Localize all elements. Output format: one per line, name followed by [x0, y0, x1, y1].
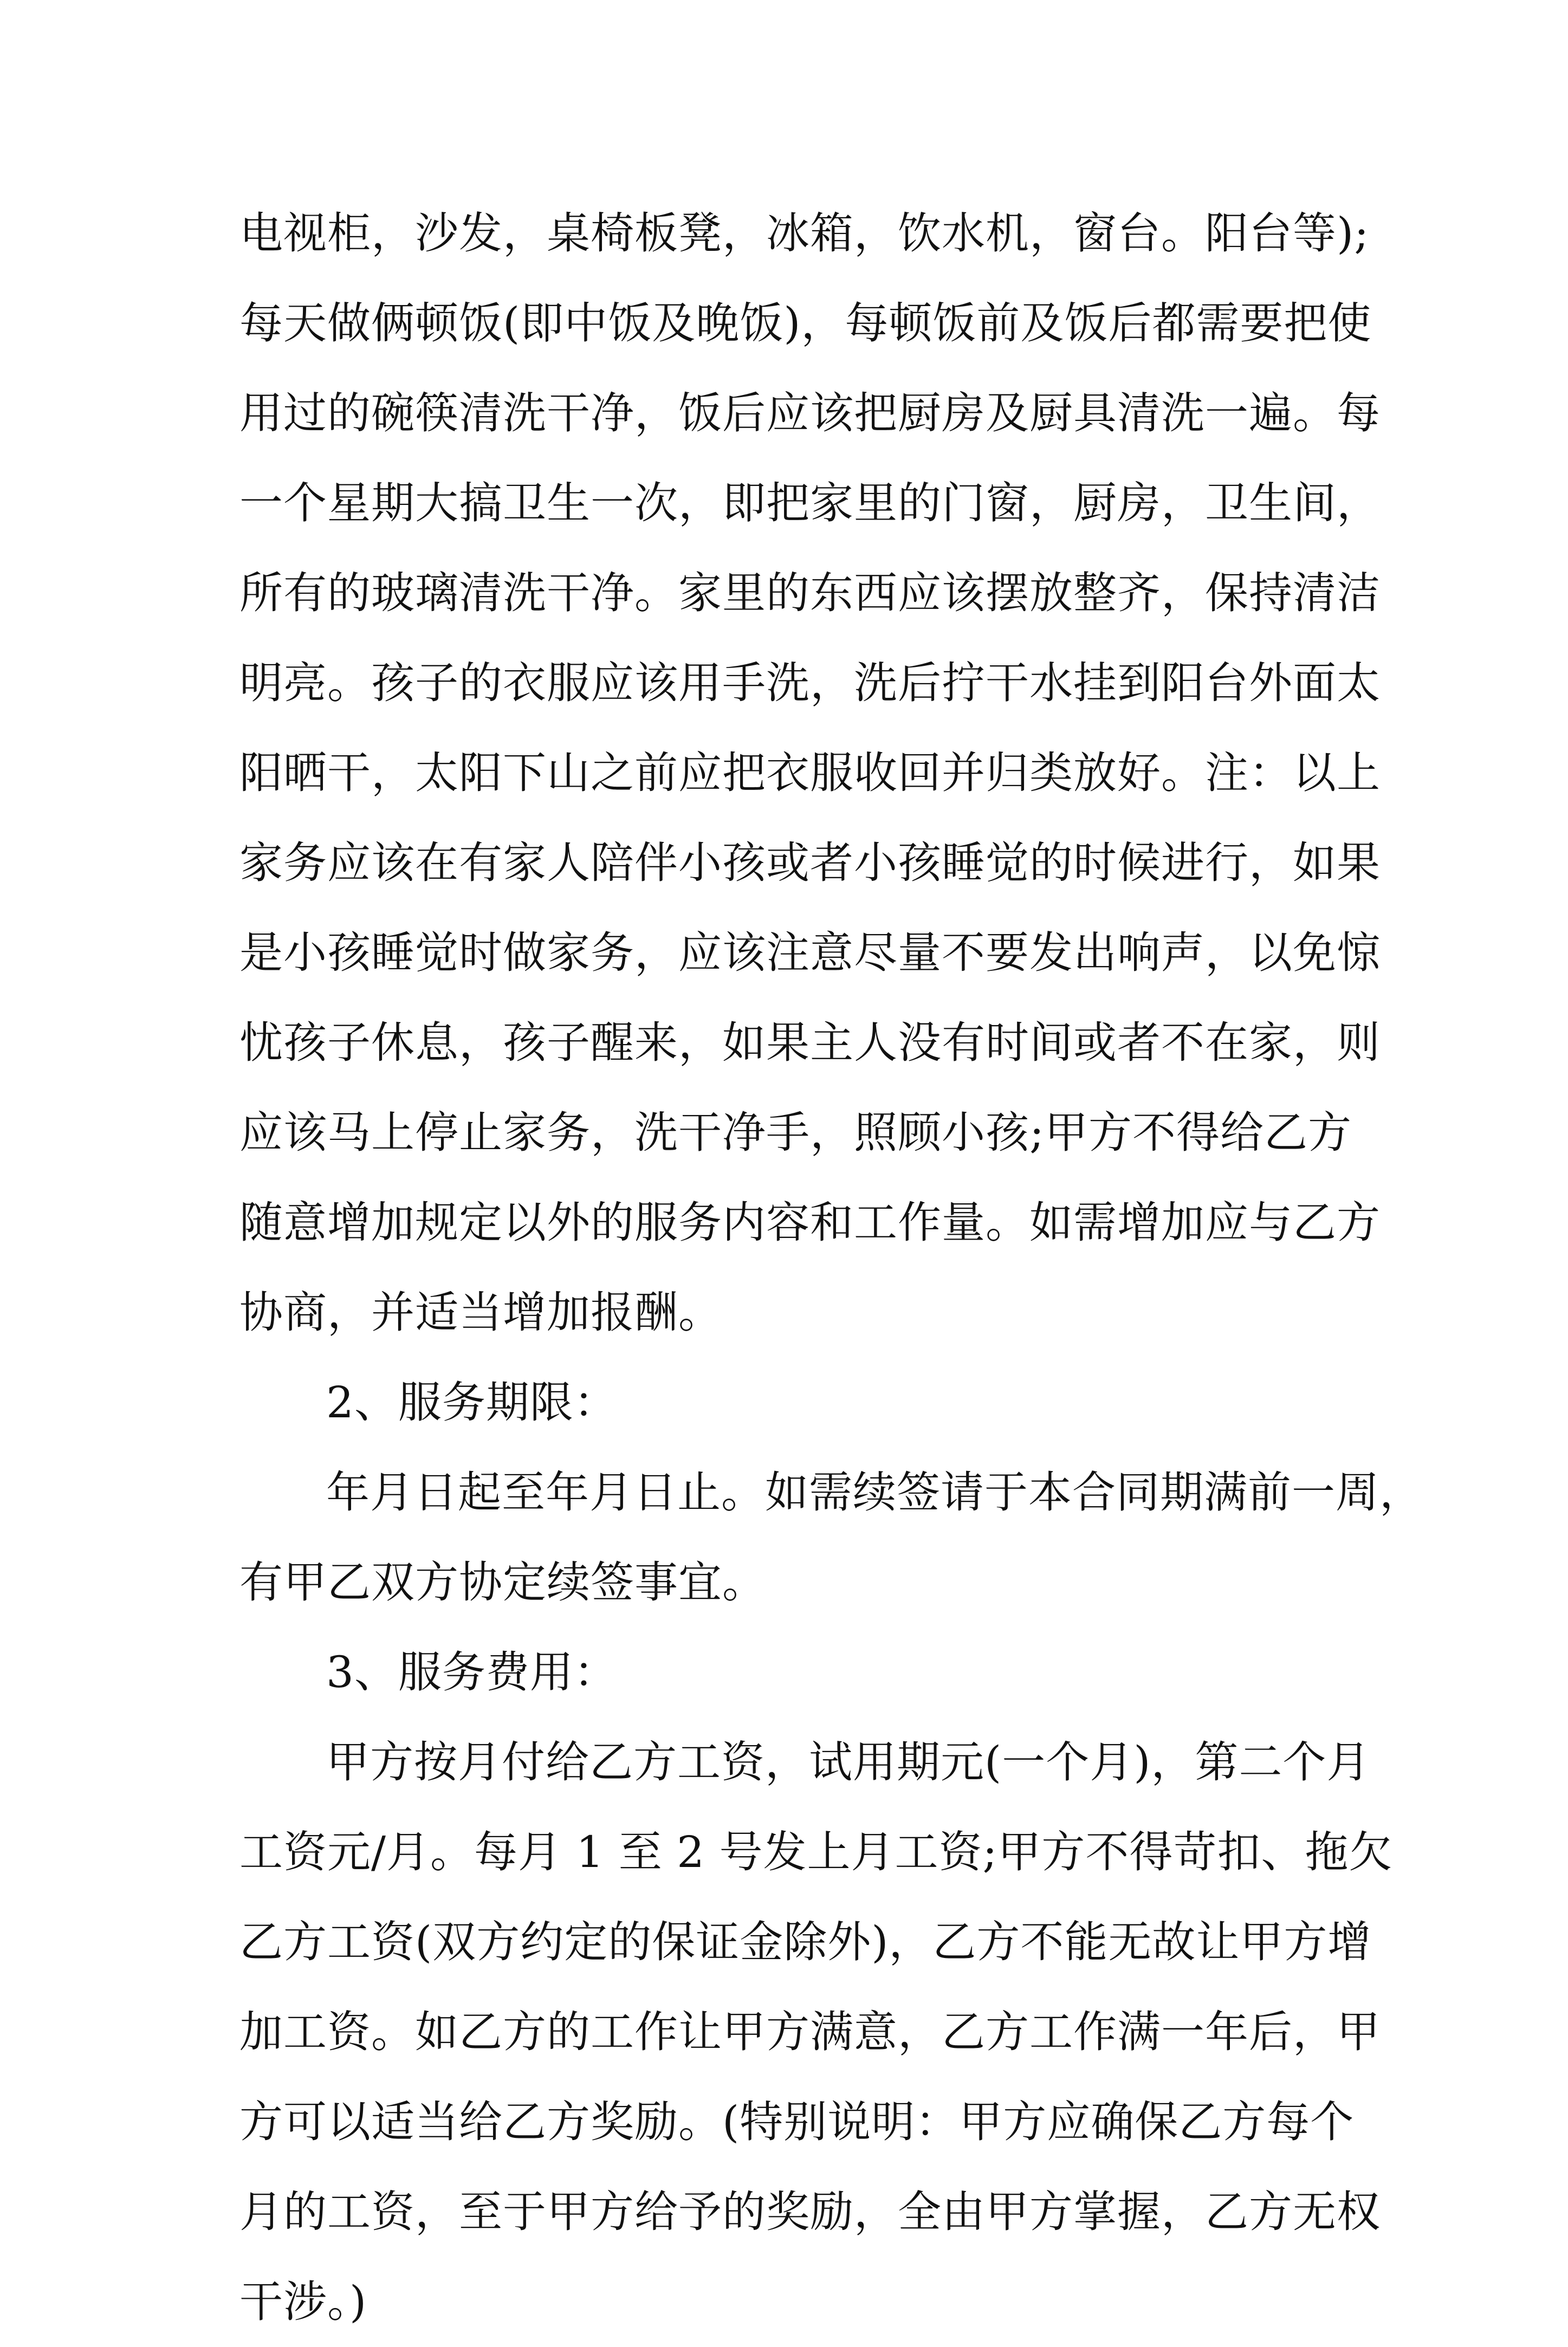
text-line: 明亮。孩子的衣服应该用手洗，洗后拧干水挂到阳台外面太: [239, 658, 1381, 708]
text-line: 用过的碗筷清洗干净，饭后应该把厨房及厨具清洗一遍。每: [239, 388, 1381, 438]
text-line: 加工资。如乙方的工作让甲方满意，乙方工作满一年后，甲: [239, 2007, 1381, 2057]
text-line: 是小孩睡觉时做家务，应该注意尽量不要发出响声，以免惊: [239, 928, 1381, 978]
text-line: 忧孩子休息，孩子醒来，如果主人没有时间或者不在家，则: [239, 1017, 1381, 1068]
text-line: 一个星期大搞卫生一次，即把家里的门窗，厨房，卫生间，: [239, 478, 1381, 528]
text-line: 工资元/月。每月 1 至 2 号发上月工资;甲方不得苛扣、拖欠: [239, 1827, 1393, 1877]
text-line: 方可以适当给乙方奖励。(特别说明：甲方应确保乙方每个: [239, 2097, 1355, 2147]
text-line: 所有的玻璃清洗干净。家里的东西应该摆放整齐，保持清洁: [239, 568, 1381, 618]
contract-text-body: [239, 189, 1423, 2347]
text-line: 乙方工资(双方约定的保证金除外)，乙方不能无故让甲方增: [239, 1917, 1372, 1967]
text-line: 有甲乙双方协定续签事宜。: [239, 1557, 766, 1607]
text-line: 甲方按月付给乙方工资，试用期元(一个月)，第二个月: [326, 1737, 1371, 1787]
text-line: 电视柜，沙发，桌椅板凳，冰箱，饮水机，窗台。阳台等);: [239, 208, 1370, 258]
text-line: 干涉。): [239, 2277, 367, 2327]
text-line: 家务应该在有家人陪伴小孩或者小孩睡觉的时候进行，如果: [239, 838, 1381, 888]
section-heading-service-period: 2、服务期限：: [326, 1377, 618, 1428]
text-line: 年月日起至年月日止。如需续签请于本合同期满前一周，: [326, 1467, 1423, 1518]
text-line: 月的工资，至于甲方给予的奖励，全由甲方掌握，乙方无权: [239, 2187, 1381, 2237]
text-line: 协商，并适当增加报酬。: [239, 1287, 722, 1338]
text-line: 应该马上停止家务，洗干净手，照顾小孩;甲方不得给乙方: [239, 1107, 1352, 1158]
text-line: 随意增加规定以外的服务内容和工作量。如需增加应与乙方: [239, 1197, 1381, 1248]
text-line: 阳晒干，太阳下山之前应把衣服收回并归类放好。注：以上: [239, 748, 1381, 798]
text-line: 每天做俩顿饭(即中饭及晚饭)，每顿饭前及饭后都需要把使: [239, 298, 1372, 348]
section-heading-service-fee: 3、服务费用：: [326, 1647, 618, 1697]
